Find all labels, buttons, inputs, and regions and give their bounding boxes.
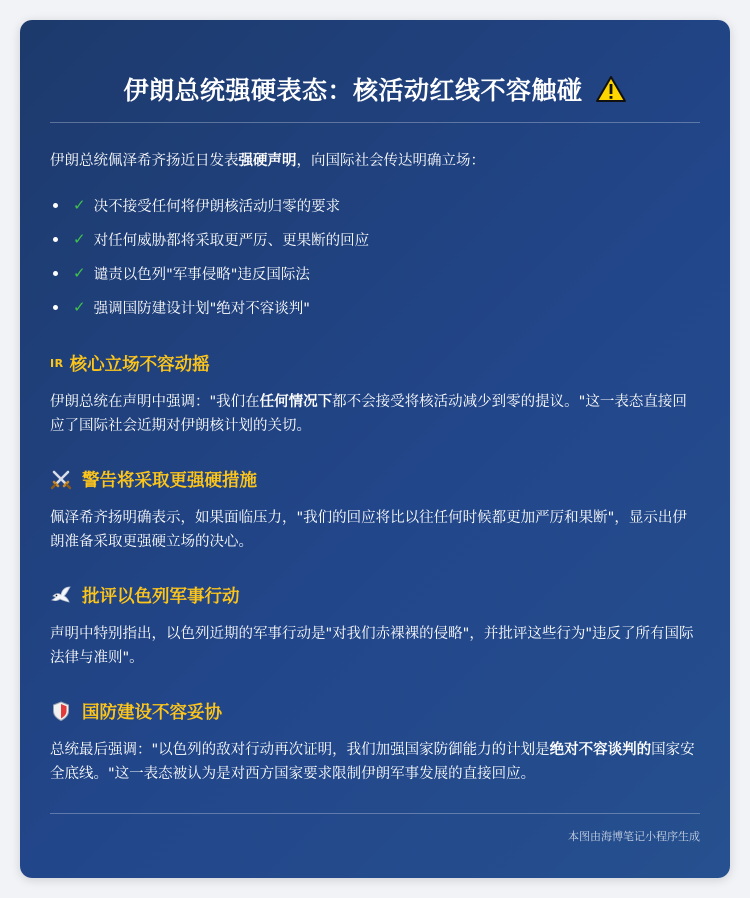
section-paragraph — [50, 738, 700, 786]
list-item — [50, 290, 700, 324]
bullet-dot — [53, 203, 58, 208]
list-item-text: 对任何威胁都将采取更严厉、更果断的回应 — [93, 232, 370, 249]
section-heading — [50, 698, 700, 724]
shield-icon — [50, 700, 72, 722]
bullet-dot — [53, 271, 58, 276]
footer-credit: 本图由海博笔记小程序生成 — [568, 830, 700, 843]
section-heading — [50, 350, 700, 376]
paragraph-text: 都不会接受将核活动减少到零的提议。"这一表态直接回应了国际社会近期对伊朗核计划的关切。 — [50, 394, 687, 434]
section-criticism — [50, 582, 700, 670]
section-paragraph: 声明中特别指出，以色列近期的军事行动是"对我们赤裸裸的侵略"，并批评这些行为"违反了所有国际法律与准则"。 — [50, 626, 694, 666]
section-heading-text: 批评以色列军事行动 — [82, 586, 240, 607]
intro-paragraph — [50, 150, 700, 172]
key-points-list — [50, 188, 700, 324]
divider-bottom — [50, 813, 700, 814]
paragraph-bold-text: 任何情况下 — [259, 394, 333, 410]
paragraph-text: 国家安全底线。"这一表态被认为是对西方国家要求限制伊朗军事发展的直接回应。 — [50, 742, 695, 782]
list-item — [50, 188, 700, 222]
check-icon: ✓ — [73, 298, 86, 316]
list-item — [50, 222, 700, 256]
bullet-dot — [53, 237, 58, 242]
list-item-text: 谴责以色列"军事侵略"违反国际法 — [93, 266, 310, 283]
paragraph-text: 伊朗总统在声明中强调："我们在 — [50, 394, 260, 410]
section-core-position — [50, 350, 700, 438]
section-defense — [50, 698, 700, 786]
iran-flag-icon: IR — [50, 356, 64, 370]
section-heading — [50, 582, 700, 608]
warning-icon — [595, 75, 627, 103]
check-icon: ✓ — [73, 230, 86, 248]
intro-highlight: 强硬声明 — [238, 153, 297, 169]
check-icon: ✓ — [73, 264, 86, 282]
section-heading-text: 警告将采取更强硬措施 — [82, 470, 257, 491]
intro-prefix: 伊朗总统佩泽希齐扬近日发表 — [50, 153, 239, 169]
page-title: 伊朗总统强硬表态：核活动红线不容触碰 — [123, 76, 583, 105]
crossed-swords-icon — [50, 468, 72, 490]
section-warning — [50, 466, 700, 554]
list-item — [50, 256, 700, 290]
section-paragraph: 佩泽希齐扬明确表示，如果面临压力，"我们的回应将比以往任何时候都更加严厉和果断"，显示出伊朗准备采取更强硬立场的决心。 — [50, 510, 687, 550]
list-item-text: 强调国防建设计划"绝对不容谈判" — [93, 300, 310, 317]
list-item-text: 决不接受任何将伊朗核活动归零的要求 — [93, 198, 341, 215]
dove-icon — [50, 584, 72, 606]
divider-top — [50, 122, 700, 123]
check-icon: ✓ — [73, 196, 86, 214]
section-heading — [50, 466, 700, 492]
paragraph-text: 总统最后强调："以色列的敌对行动再次证明，我们加强国家防御能力的计划是 — [50, 742, 550, 758]
section-heading-text: 核心立场不容动摇 — [69, 354, 210, 375]
paragraph-bold-text: 绝对不容谈判的 — [549, 742, 652, 758]
title-row — [50, 58, 700, 120]
news-card — [20, 20, 730, 878]
intro-suffix: ，向国际社会传达明确立场： — [296, 153, 485, 169]
bullet-dot — [53, 305, 58, 310]
section-heading-text: 国防建设不容妥协 — [82, 702, 222, 723]
section-paragraph — [50, 390, 700, 438]
